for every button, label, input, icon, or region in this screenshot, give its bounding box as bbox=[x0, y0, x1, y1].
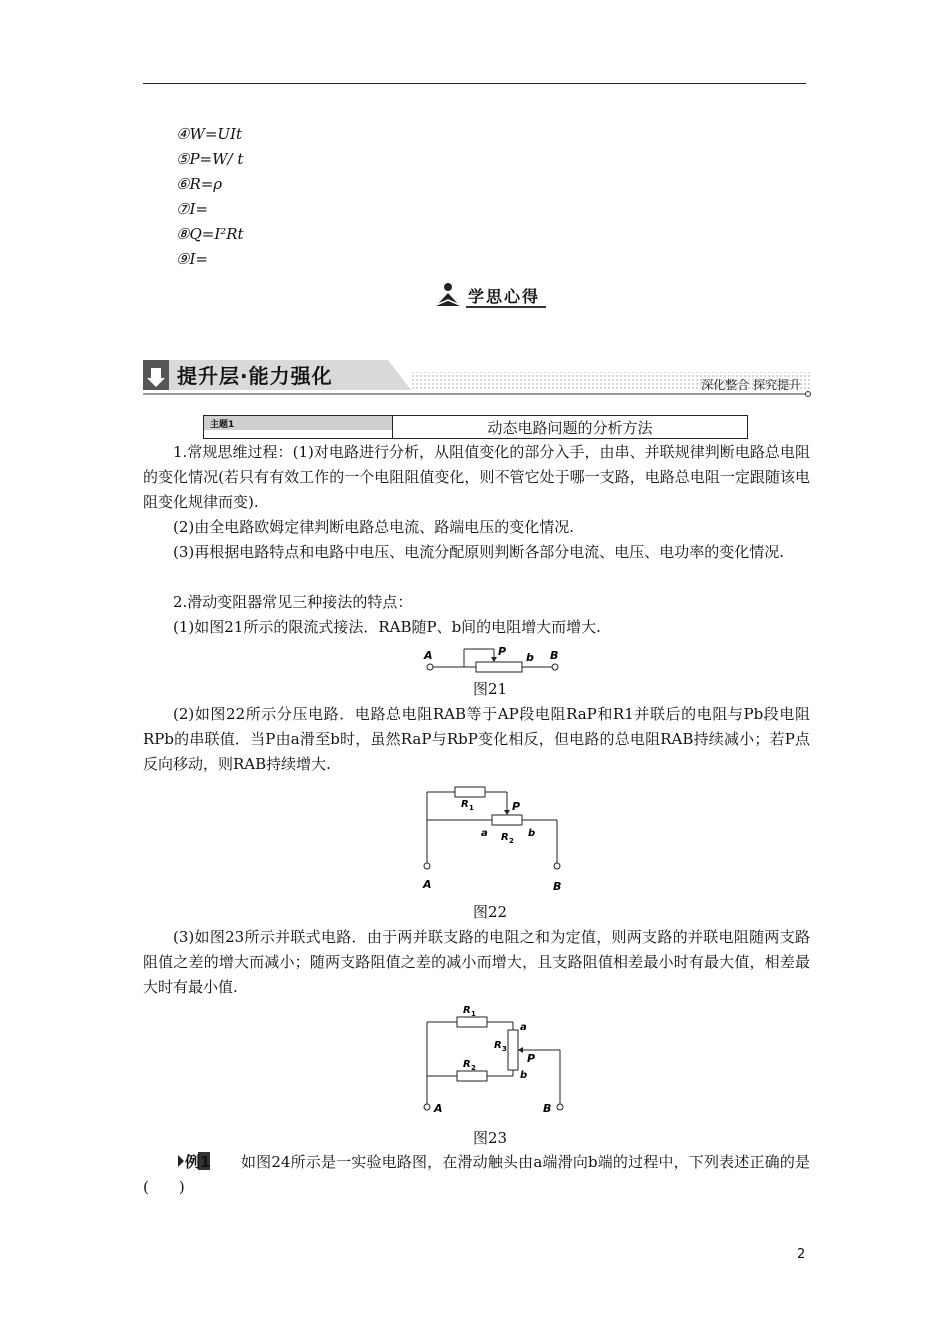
formula-5: ⑤P=W/ t bbox=[176, 150, 244, 168]
fig23-label-b: b bbox=[520, 1070, 528, 1081]
paragraph-2: (2)由全电路欧姆定律判断电路总电流、路端电压的变化情况. bbox=[173, 518, 575, 536]
header-rule bbox=[143, 83, 806, 84]
fig23-label-B: B bbox=[543, 1102, 552, 1115]
formula-4: ④W=UIt bbox=[176, 125, 243, 143]
figure-22-caption: 图22 bbox=[473, 903, 508, 921]
paragraph-7: (3)如图23所示并联式电路．由于两并联支路的电阻之和为定值，则两支路的并联电阻随两支路阻值之差的增大而减小；随两支路阻值之差的减小而增大，且支路阻值相差最小时有最大值，相差最大时有最小值. bbox=[143, 928, 810, 996]
example-label-text: 例1 bbox=[185, 1153, 211, 1171]
theme-box bbox=[203, 415, 748, 439]
formula-6: ⑥R=ρ bbox=[176, 175, 223, 193]
banner-subtitle: 深化整合 探究提升 bbox=[701, 378, 801, 392]
formula-8: ⑧Q=I²Rt bbox=[176, 225, 244, 243]
fig21-label-b: b bbox=[526, 651, 534, 664]
section-banner bbox=[143, 358, 811, 398]
figure-23-circuit bbox=[417, 1000, 577, 1120]
theme-tag-text: 主题1 bbox=[210, 420, 235, 430]
fig22-label-B: B bbox=[553, 880, 562, 893]
study-notes-badge bbox=[432, 282, 550, 308]
fig22-label-A: A bbox=[423, 878, 432, 891]
fig22-label-R2: R bbox=[501, 832, 509, 843]
paragraph-4: 2.滑动变阻器常见三种接法的特点： bbox=[173, 593, 413, 611]
fig23-label-R2: R bbox=[463, 1059, 471, 1070]
figure-21-circuit bbox=[422, 643, 602, 683]
fig23-label-R2-sub: 2 bbox=[471, 1064, 476, 1072]
figure-22-circuit bbox=[417, 780, 577, 895]
fig23-label-R1-sub: 1 bbox=[471, 1010, 476, 1018]
fig23-label-R3: R bbox=[494, 1040, 502, 1051]
reader-icon bbox=[432, 282, 464, 308]
paragraph-8: 如图24所示是一实验电路图，在滑动触头由a端滑向b端的过程中，下列表述正确的是( ) bbox=[143, 1153, 810, 1196]
paragraph-1: 1.常规思维过程：(1)对电路进行分析，从阻值变化的部分入手，由串、并联规律判断电路总电阻的变化情况(若只有有效工作的一个电阻阻值变化，则不管它处于哪一支路，电路总电阻一定跟随该电阻变化规律而变). bbox=[143, 443, 810, 511]
banner-title: 提升层·能力强化 bbox=[177, 364, 333, 388]
fig23-label-P: P bbox=[527, 1052, 536, 1065]
badge-text: 学思心得 bbox=[468, 287, 541, 306]
fig22-label-b: b bbox=[528, 828, 536, 839]
theme-title: 动态电路问题的分析方法 bbox=[487, 419, 653, 437]
fig23-label-A: A bbox=[434, 1102, 443, 1115]
fig22-label-P: P bbox=[512, 800, 521, 813]
page-number: 2 bbox=[797, 1247, 806, 1262]
formula-9: ⑨I= bbox=[176, 250, 208, 268]
figure-23-caption: 图23 bbox=[473, 1129, 508, 1147]
figure-21-caption: 图21 bbox=[473, 680, 508, 698]
fig23-label-a: a bbox=[520, 1022, 527, 1033]
theme-tag bbox=[204, 416, 392, 430]
fig23-label-R1: R bbox=[463, 1005, 471, 1016]
fig22-label-R2-sub: 2 bbox=[509, 837, 514, 845]
paragraph-3: (3)再根据电路特点和电路中电压、电流分配原则判断各部分电流、电压、电功率的变化情况. bbox=[173, 543, 785, 561]
badge-underline bbox=[466, 306, 546, 308]
fig23-label-R3-sub: 3 bbox=[502, 1045, 507, 1053]
fig22-label-R1: R bbox=[461, 799, 469, 810]
fig21-label-A: A bbox=[424, 649, 433, 662]
fig22-label-a: a bbox=[481, 828, 488, 839]
fig21-label-P: P bbox=[498, 645, 507, 658]
paragraph-6: (2)如图22所示分压电路．电路总电阻RAB等于AP段电阻RaP和R1并联后的电阻与Pb段电阻RPb的串联值．当P由a滑至b时，虽然RaP与RbP变化相反，但电路的总电阻RAB持续减小；若P点反向移动，则RAB持续增大. bbox=[143, 705, 810, 773]
formula-7: ⑦I= bbox=[176, 200, 208, 218]
fig21-label-B: B bbox=[550, 649, 559, 662]
paragraph-5: (1)如图21所示的限流式接法．RAB随P、b间的电阻增大而增大. bbox=[173, 618, 601, 636]
fig22-label-R1-sub: 1 bbox=[469, 804, 474, 812]
